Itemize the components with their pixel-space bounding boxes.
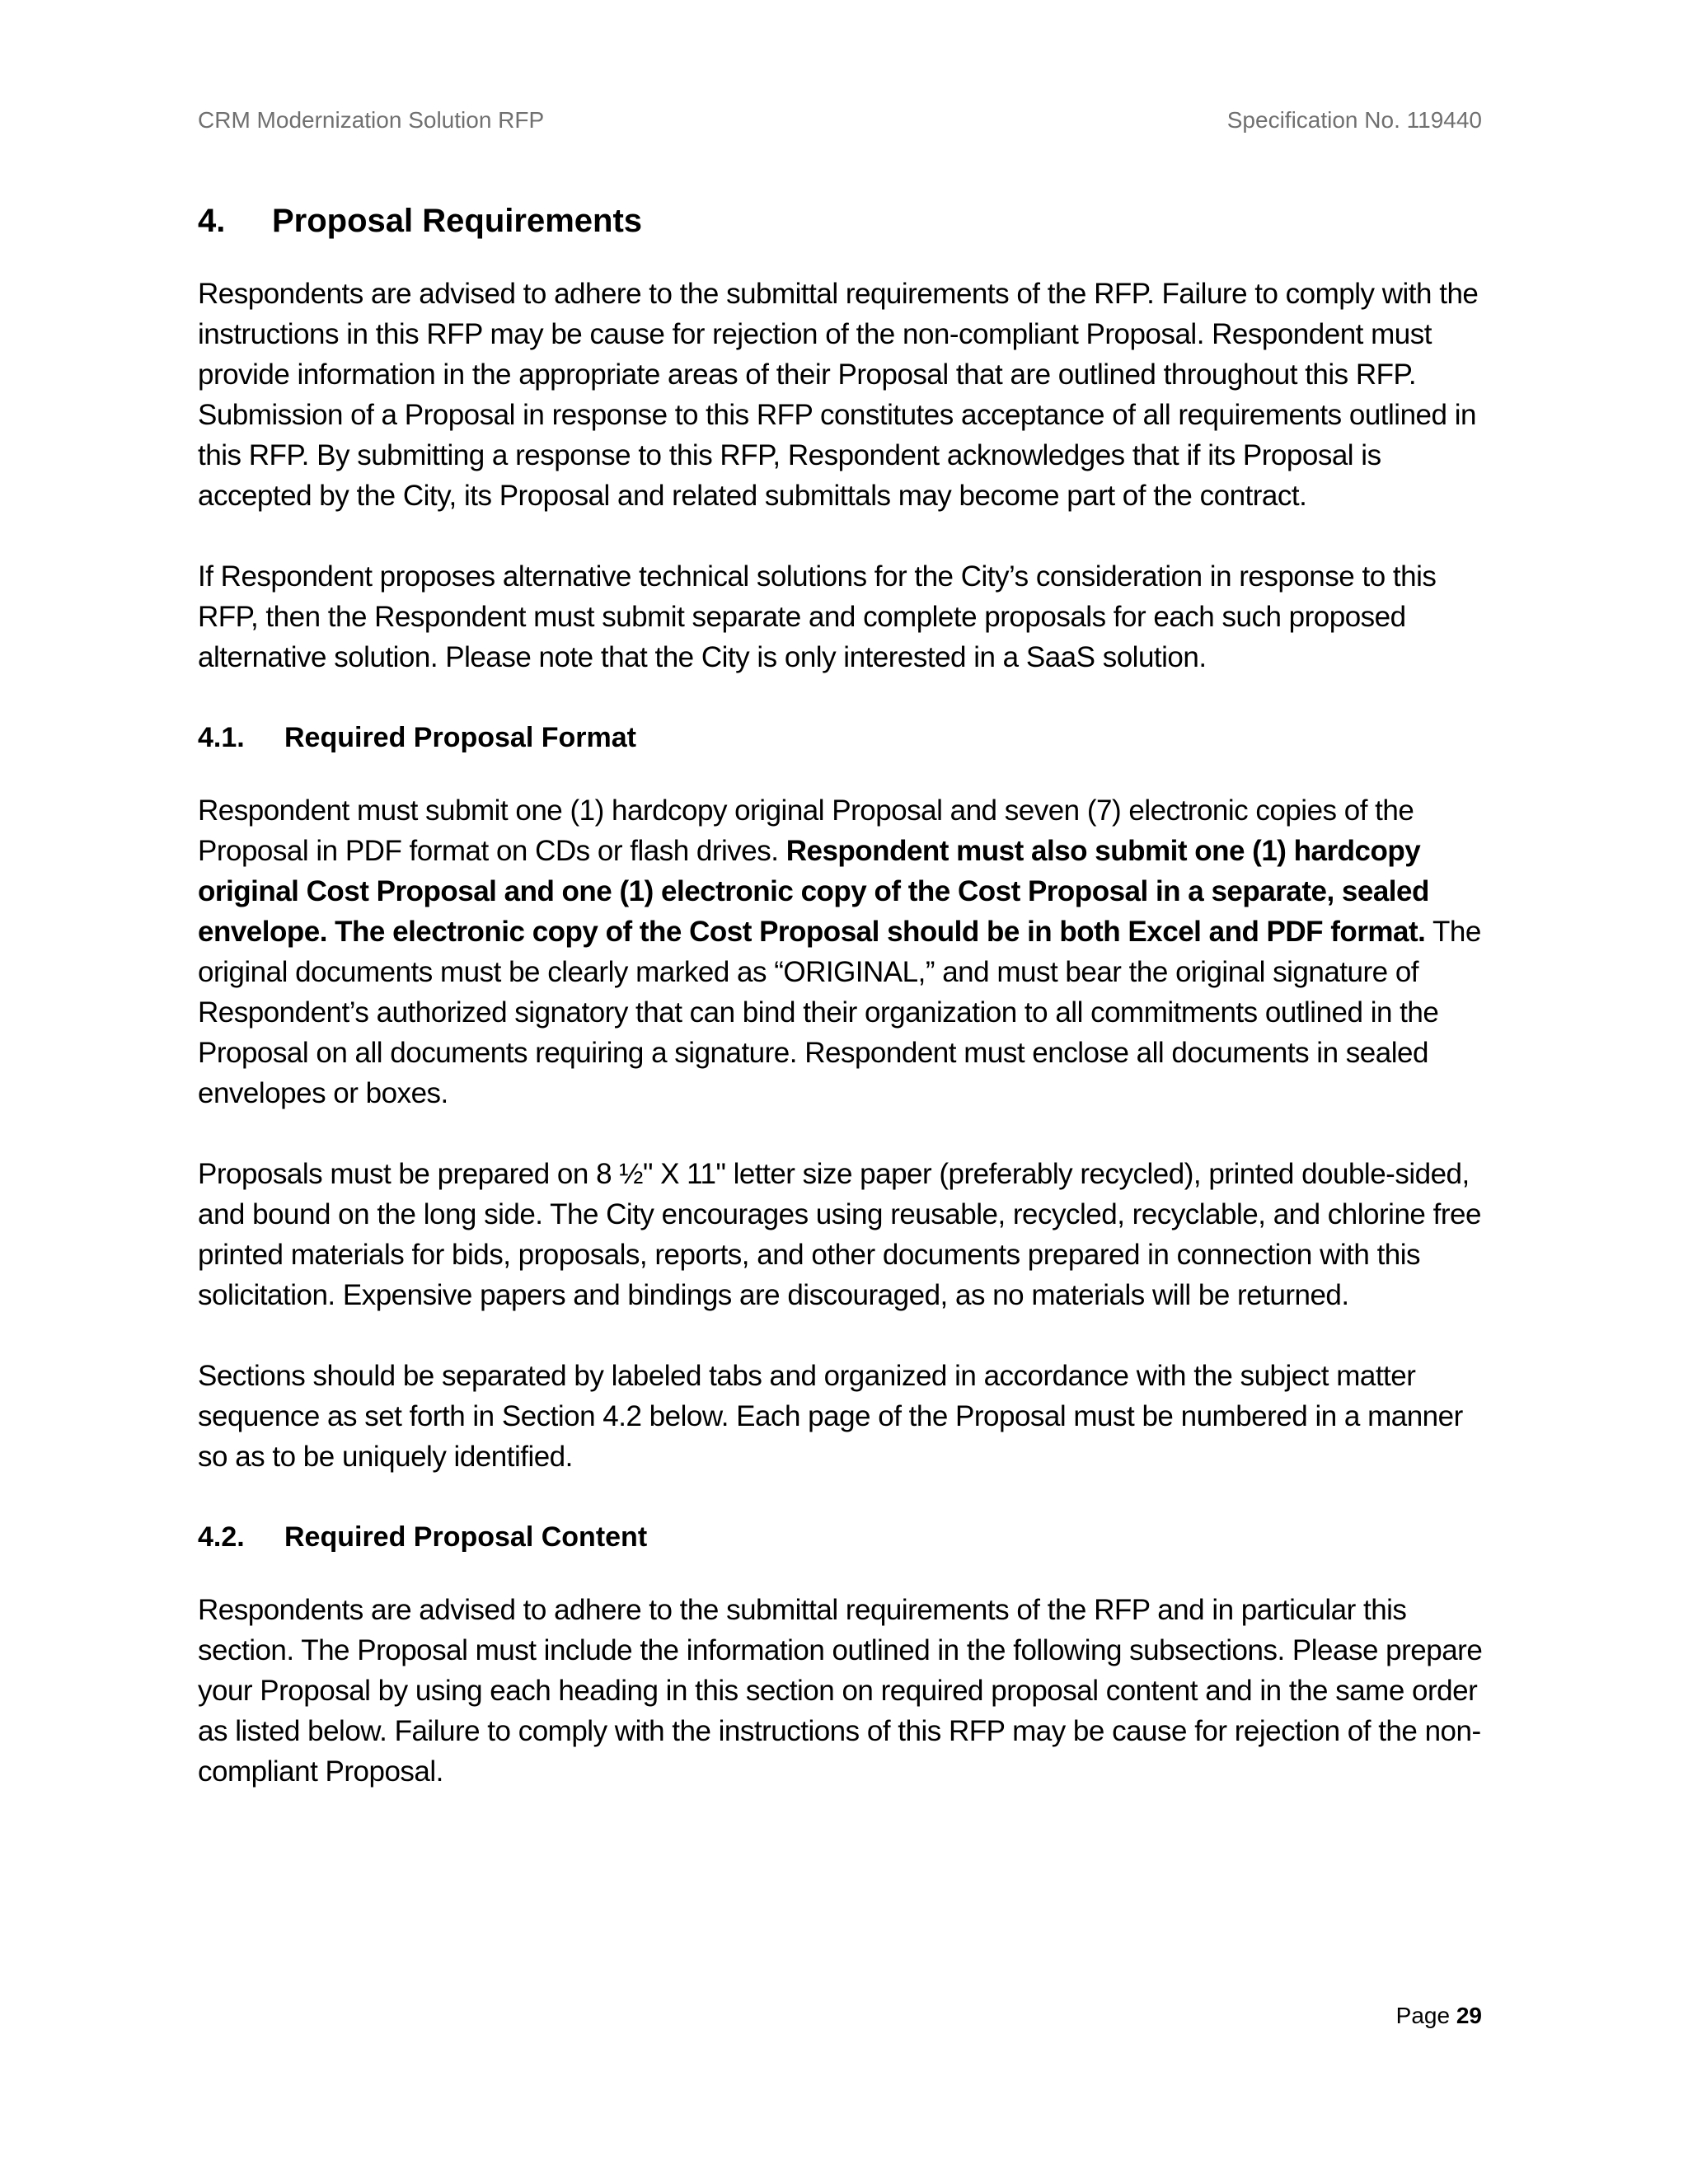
page-number: 29: [1456, 2003, 1482, 2028]
format-text-cost-proposal-bold: Respondent must also submit one (1) hardcopy original Cost Proposal and one (1) electronic copy of the Cost Proposal in a separate, sealed envelope. The electronic copy of the Cost Proposal should be in both Excel and PDF format.: [198, 835, 1429, 948]
page-label: Page: [1395, 2003, 1451, 2028]
section-4-1-paragraph-1: [198, 790, 1484, 1113]
format-text-original-marking: The original documents must be clearly marked as “ORIGINAL,” and must bear the original signature of Respondent’s authorized signatory that can bind their organization to all commitments outlined in the Proposal on all documents requiring a signature. Respondent must enclose all documents in sealed envelopes or boxes.: [198, 916, 1481, 1109]
page-content: [198, 198, 1484, 1832]
format-text-intro: Respondent must submit one (1) hardcopy original Proposal and seven (7) electronic copies of the Proposal in PDF format on CDs or flash drives.: [198, 794, 1414, 867]
header-specification-number: Specification No. 119440: [1226, 107, 1482, 133]
section-4-1-heading: [198, 718, 1484, 757]
section-4-2-number: 4.2.: [198, 1521, 245, 1553]
section-4-paragraph-1: Respondents are advised to adhere to the submittal requirements of the RFP. Failure to comply with the instructions in this RFP may be cause for rejection of the non-compliant Proposal. Respondent must provide information in the appropriate areas of their Proposal that are outlined throughout this RFP. Submission of a Proposal in response to this RFP constitutes acceptance of all requirements outlined in this RFP. By submitting a response to this RFP, Respondent acknowledges that if its Proposal is accepted by the City, its Proposal and related submittals may become part of the contract.: [198, 278, 1479, 512]
page-footer: [1396, 2003, 1482, 2029]
section-4-heading: [198, 198, 1484, 244]
section-4-paragraph-2: If Respondent proposes alternative technical solutions for the City’s consideration in response to this RFP, then the Respondent must submit separate and complete proposals for each such proposed alternative solution. Please note that the City is only interested in a SaaS solution.: [198, 560, 1437, 673]
header-document-title: CRM Modernization Solution RFP: [198, 107, 545, 133]
section-4-2-title: Required Proposal Content: [284, 1521, 648, 1553]
page-header: [198, 107, 1482, 140]
section-4-2-paragraph-1: Respondents are advised to adhere to the submittal requirements of the RFP and in particular this section. The Proposal must include the information outlined in the following subsections. Please prepare your Proposal by using each heading in this section on required proposal content and in the same order as listed below. Failure to comply with the instructions of this RFP may be cause for rejection of the non-compliant Proposal.: [198, 1594, 1483, 1788]
section-4-title: Proposal Requirements: [272, 203, 643, 239]
section-4-2-heading: [198, 1517, 1484, 1557]
section-4-1-paragraph-2: Proposals must be prepared on 8 ½" X 11" letter size paper (preferably recycled), printed double-sided, and bound on the long side. The City encourages using reusable, recycled, recyclable, and chlorine free printed materials for bids, proposals, reports, and other documents prepared in connection with this solicitation. Expensive papers and bindings are discouraged, as no materials will be returned.: [198, 1158, 1481, 1311]
section-4-1-number: 4.1.: [198, 722, 245, 753]
section-4-number: 4.: [198, 203, 226, 239]
section-4-1-paragraph-3: Sections should be separated by labeled tabs and organized in accordance with the subject matter sequence as set forth in Section 4.2 below. Each page of the Proposal must be numbered in a manner so as to be uniquely identified.: [198, 1360, 1463, 1473]
section-4-1-title: Required Proposal Format: [284, 722, 636, 753]
